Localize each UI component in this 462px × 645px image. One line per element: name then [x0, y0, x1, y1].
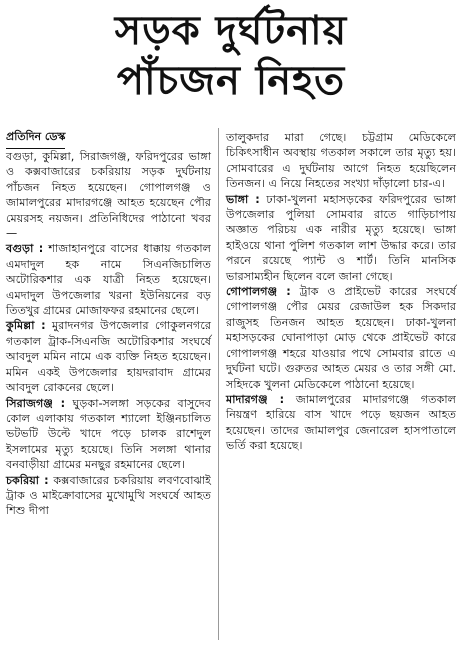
section-label: বগুড়া : [6, 242, 44, 256]
section-bhanga: ভাঙ্গা : ঢাকা-খুলনা মহাসড়কের ফরিদপুরের ভাঙ্গা উপজেলার পুলিয়া সোমবার রাতে গাড়িচাপায় অজ্ঞাত পরিচয় এক নারীর মৃত্যু হয়েছে। ভাঙ্গা হাইওয়ে থানা পুলিশ গতকাল লাশ উদ্ধার করে। তার পরনে রয়েছে প্যান্ট ও শার্ট। তিনি মানসিক ভারসাম্যহীন ছিলেন বলে জানা গেছে। [226, 192, 456, 283]
section-sirajganj: সিরাজগঞ্জ : ঘুড়কা-সলঙ্গা সড়কের বাসুদেব কোল এলাকায় গতকাল শ্যালো ইঞ্জিনচালিত ভটভটি উল্টে খাদে পড়ে চালক রাশেদুল ইসলামের মৃত্যু হয়েছে। তিনি সলঙ্গা থানার বনবাড়ীয়া গ্রামের মনছুর রহমানের ছেলে। [6, 396, 211, 472]
section-label: সিরাজগঞ্জ : [6, 396, 66, 410]
left-column [6, 149, 211, 519]
intro-paragraph: বগুড়া, কুমিল্লা, সিরাজগঞ্জ, ফরিদপুরের ভাঙ্গা ও কক্সবাজারের চকরিয়ায় সড়ক দুর্ঘটনায় পাঁচজন নিহত হয়েছেন। গোপালগঞ্জ ও জামালপুরের মাদারগঞ্জে আহত হয়েছেন পৌর মেয়রসহ নয়জন। প্রতিনিধিদের পাঠানো খবর— [6, 150, 211, 241]
section-label: চকরিয়া : [6, 473, 49, 487]
headline-line-2: পাঁচজন নিহত [116, 57, 346, 104]
section-label: গোপালগঞ্জ : [226, 285, 291, 299]
column-divider [218, 128, 219, 640]
section-label: ভাঙ্গা : [226, 192, 260, 206]
right-column [226, 130, 456, 454]
headline-line-1: সড়ক দুর্ঘটনায় [114, 7, 348, 54]
headline [0, 6, 462, 106]
byline: প্রতিদিন ডেস্ক [6, 128, 65, 149]
section-cumilla: কুমিল্লা : মুরাদনগর উপজেলার গোকুলনগরে গতকাল ট্রাক-সিএনজি অটোরিকশার সংঘর্ষে আবদুল মমিন নামে এক ব্যক্তি নিহত হয়েছেন। মমিন একই উপজেলার হায়দরাবাদ গ্রামের আবদুল রোকনের ছেলে। [6, 319, 211, 395]
section-gopalganj: গোপালগঞ্জ : ট্রাক ও প্রাইভেট কারের সংঘর্ষে গোপালগঞ্জ পৌর মেয়র রেজাউল হক সিকদার রাজুসহ তিনজন আহত হয়েছেন। ঢাকা-খুলনা মহাসড়কের ঘোনাপাড়া মোড় থেকে প্রাইভেট কারে গোপালগঞ্জ শহরে যাওয়ার পথে সোমবার রাতে এ দুর্ঘটনা ঘটে। গুরুতর আহত মেয়র ও তার সঙ্গী মো. সহিদকে খুলনা মেডিকেলে পাঠানো হয়েছে। [226, 285, 456, 391]
section-chakaria: চকরিয়া : কক্সবাজারের চকরিয়ায় লবণবোঝাই ট্রাক ও মাইক্রোবাসের মুখোমুখি সংঘর্ষে আহত শিশু দীপা [6, 473, 211, 518]
section-madarganj: মাদারগঞ্জ : জামালপুরের মাদারগঞ্জে গতকাল নিয়ন্ত্রণ হারিয়ে বাস খাদে পড়ে ছয়জন আহত হয়েছেন। তাদের জামালপুর জেনারেল হাসপাতালে ভর্তি করা হয়েছে। [226, 392, 456, 453]
section-label: মাদারগঞ্জ : [226, 392, 285, 406]
section-bogura: বগুড়া : শাজাহানপুরে বাসের ধাক্কায় গতকাল এমদাদুল হক নামে সিএনজিচালিত অটোরিকশার এক যাত্রী নিহত হয়েছেন। এমদাদুল উপজেলার খরনা ইউনিয়নের বড় তিতখুর গ্রামের মোজাফফর রহমানের ছেলে। [6, 242, 211, 318]
continued-paragraph: তালুকদার মারা গেছে। চট্টগ্রাম মেডিকেলে চিকিৎসাধীন অবস্থায় গতকাল সকালে তার মৃত্যু হয়। সোমবারের এ দুর্ঘটনায় আগে নিহত হয়েছিলেন তিনজন। এ নিয়ে নিহতের সংখ্যা দাঁড়ালো চার-এ। [226, 131, 456, 191]
section-label: কুমিল্লা : [6, 319, 46, 333]
